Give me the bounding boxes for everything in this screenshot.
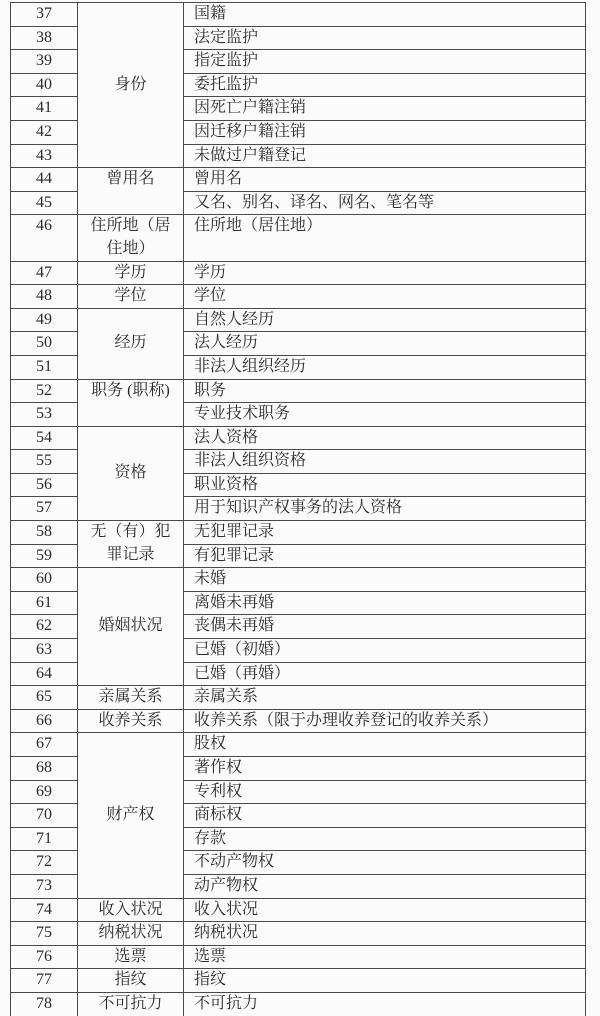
row-number-cell: 52 xyxy=(11,379,78,403)
row-number-cell: 41 xyxy=(11,97,78,121)
row-number-cell: 55 xyxy=(11,450,78,474)
item-cell: 因迁移户籍注销 xyxy=(184,120,586,144)
category-cell: 指纹 xyxy=(78,969,184,993)
table-row xyxy=(11,686,586,710)
table-row xyxy=(11,285,586,309)
item-cell: 法人资格 xyxy=(184,426,586,450)
row-number-cell: 59 xyxy=(11,544,78,568)
item-cell: 又名、别名、译名、网名、笔名等 xyxy=(184,191,586,215)
item-cell: 选票 xyxy=(184,945,586,969)
row-number-cell: 62 xyxy=(11,615,78,639)
item-cell: 专利权 xyxy=(184,780,586,804)
category-cell: 不可抗力 xyxy=(78,992,184,1016)
item-cell: 国籍 xyxy=(184,3,586,27)
row-number-cell: 69 xyxy=(11,780,78,804)
row-number-cell: 58 xyxy=(11,521,78,545)
table-row xyxy=(11,168,586,192)
table-row xyxy=(11,521,586,545)
row-number-cell: 60 xyxy=(11,568,78,592)
item-cell: 学位 xyxy=(184,285,586,309)
table-row xyxy=(11,3,586,27)
item-cell: 无犯罪记录 xyxy=(184,521,586,545)
row-number-cell: 40 xyxy=(11,73,78,97)
row-number-cell: 74 xyxy=(11,898,78,922)
table-row xyxy=(11,898,586,922)
item-cell: 存款 xyxy=(184,827,586,851)
table-row xyxy=(11,379,586,403)
table-row xyxy=(11,261,586,285)
item-cell: 未做过户籍登记 xyxy=(184,144,586,168)
row-number-cell: 77 xyxy=(11,969,78,993)
row-number-cell: 72 xyxy=(11,851,78,875)
item-cell: 曾用名 xyxy=(184,168,586,192)
item-cell: 已婚（初婚） xyxy=(184,639,586,663)
item-cell: 法人经历 xyxy=(184,332,586,356)
row-number-cell: 61 xyxy=(11,591,78,615)
row-number-cell: 48 xyxy=(11,285,78,309)
category-cell: 职务 (职称) xyxy=(78,379,184,426)
item-cell: 有犯罪记录 xyxy=(184,544,586,568)
row-number-cell: 76 xyxy=(11,945,78,969)
document-table xyxy=(10,2,586,1016)
category-cell: 身份 xyxy=(78,3,184,168)
table-row xyxy=(11,992,586,1016)
table-row xyxy=(11,426,586,450)
row-number-cell: 70 xyxy=(11,804,78,828)
row-number-cell: 63 xyxy=(11,639,78,663)
table-row xyxy=(11,969,586,993)
item-cell: 因死亡户籍注销 xyxy=(184,97,586,121)
item-cell: 专业技术职务 xyxy=(184,403,586,427)
item-cell: 自然人经历 xyxy=(184,308,586,332)
category-cell: 选票 xyxy=(78,945,184,969)
item-cell: 未婚 xyxy=(184,568,586,592)
item-cell: 已婚（再婚） xyxy=(184,662,586,686)
category-cell: 学历 xyxy=(78,261,184,285)
table-row xyxy=(11,308,586,332)
row-number-cell: 73 xyxy=(11,874,78,898)
row-number-cell: 64 xyxy=(11,662,78,686)
item-cell: 不动产物权 xyxy=(184,851,586,875)
row-number-cell: 57 xyxy=(11,497,78,521)
item-cell: 收养关系（限于办理收养登记的收养关系） xyxy=(184,709,586,733)
item-cell: 指定监护 xyxy=(184,50,586,74)
row-number-cell: 51 xyxy=(11,355,78,379)
row-number-cell: 71 xyxy=(11,827,78,851)
category-cell: 收入状况 xyxy=(78,898,184,922)
row-number-cell: 54 xyxy=(11,426,78,450)
category-cell: 住所地（居住地） xyxy=(78,215,184,261)
row-number-cell: 68 xyxy=(11,757,78,781)
row-number-cell: 53 xyxy=(11,403,78,427)
row-number-cell: 75 xyxy=(11,922,78,946)
row-number-cell: 43 xyxy=(11,144,78,168)
category-cell: 无（有）犯罪记录 xyxy=(78,521,184,568)
item-cell: 不可抗力 xyxy=(184,992,586,1016)
row-number-cell: 42 xyxy=(11,120,78,144)
item-cell: 股权 xyxy=(184,733,586,757)
row-number-cell: 47 xyxy=(11,261,78,285)
item-cell: 丧偶未再婚 xyxy=(184,615,586,639)
category-cell: 学位 xyxy=(78,285,184,309)
item-cell: 纳税状况 xyxy=(184,922,586,946)
item-cell: 用于知识产权事务的法人资格 xyxy=(184,497,586,521)
item-cell: 非法人组织经历 xyxy=(184,355,586,379)
table-row xyxy=(11,922,586,946)
category-cell: 资格 xyxy=(78,426,184,520)
table-row xyxy=(11,945,586,969)
row-number-cell: 49 xyxy=(11,308,78,332)
table-row xyxy=(11,709,586,733)
item-cell: 职务 xyxy=(184,379,586,403)
row-number-cell: 65 xyxy=(11,686,78,710)
row-number-cell: 67 xyxy=(11,733,78,757)
table-row xyxy=(11,568,586,592)
item-cell: 住所地（居住地） xyxy=(184,215,586,261)
item-cell: 学历 xyxy=(184,261,586,285)
item-cell: 职业资格 xyxy=(184,473,586,497)
item-cell: 非法人组织资格 xyxy=(184,450,586,474)
item-cell: 法定监护 xyxy=(184,26,586,50)
row-number-cell: 46 xyxy=(11,215,78,261)
item-cell: 委托监护 xyxy=(184,73,586,97)
category-cell: 经历 xyxy=(78,308,184,379)
item-cell: 著作权 xyxy=(184,757,586,781)
table-body xyxy=(11,3,586,1016)
row-number-cell: 39 xyxy=(11,50,78,74)
row-number-cell: 78 xyxy=(11,992,78,1016)
category-cell: 亲属关系 xyxy=(78,686,184,710)
item-cell: 收入状况 xyxy=(184,898,586,922)
row-number-cell: 38 xyxy=(11,26,78,50)
item-cell: 指纹 xyxy=(184,969,586,993)
category-cell: 收养关系 xyxy=(78,709,184,733)
row-number-cell: 66 xyxy=(11,709,78,733)
item-cell: 离婚未再婚 xyxy=(184,591,586,615)
category-cell: 曾用名 xyxy=(78,168,184,215)
row-number-cell: 45 xyxy=(11,191,78,215)
category-cell: 财产权 xyxy=(78,733,184,898)
row-number-cell: 50 xyxy=(11,332,78,356)
category-cell: 婚姻状况 xyxy=(78,568,184,686)
item-cell: 动产物权 xyxy=(184,874,586,898)
item-cell: 亲属关系 xyxy=(184,686,586,710)
category-cell: 纳税状况 xyxy=(78,922,184,946)
row-number-cell: 44 xyxy=(11,168,78,192)
table-row xyxy=(11,215,586,261)
table-row xyxy=(11,733,586,757)
item-cell: 商标权 xyxy=(184,804,586,828)
row-number-cell: 37 xyxy=(11,3,78,27)
row-number-cell: 56 xyxy=(11,473,78,497)
